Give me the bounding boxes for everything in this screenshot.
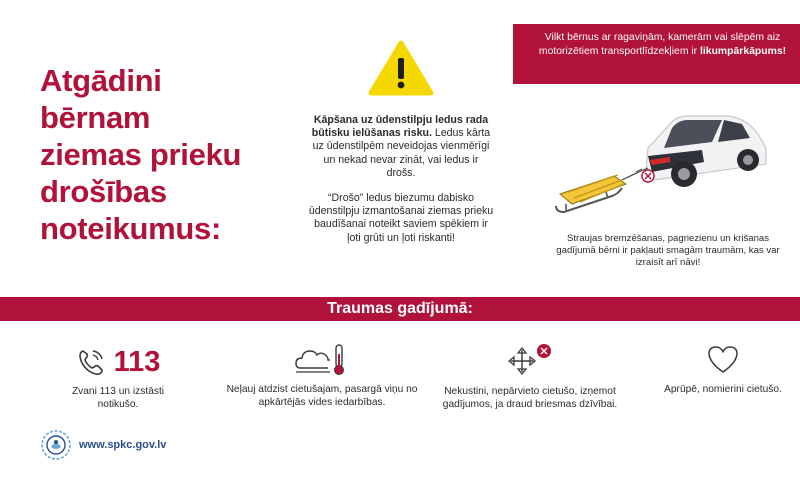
headline-line: Atgādini bbox=[40, 63, 162, 98]
step-text: Neļauj atdzist cietušajam, pasargā viņu no apkārtējās vides iedarbības. bbox=[226, 384, 418, 408]
spkc-logo bbox=[40, 429, 72, 461]
sled-warning-bold: likumpārkāpums! bbox=[700, 45, 787, 57]
headline-line: noteikumus: bbox=[40, 211, 221, 246]
step-keep-warm bbox=[222, 342, 422, 409]
step-text: Nekustini, nepārvieto cietušo, izņemot gadījumos, ja draud briesmas dzīvībai. bbox=[442, 386, 618, 410]
website-link[interactable]: www.spkc.gov.lv bbox=[79, 439, 167, 451]
car-towing-sled-illustration bbox=[552, 102, 770, 228]
heart-icon bbox=[706, 342, 740, 376]
headline-line: bērnam bbox=[40, 100, 151, 135]
phone-icon bbox=[76, 347, 106, 377]
ice-warning-bold: Kāpšana uz ūdenstilpju ledus rada būtisku ielūšanas risku. bbox=[311, 114, 489, 140]
step-do-not-move bbox=[420, 342, 640, 411]
headline-line: drošības bbox=[40, 174, 167, 209]
ice-warning-paragraph: “Drošo” ledus biezumu dabisko ūdenstilpju izmantošanai ziemas prieku baudīšanai noteikt saviem spēkiem ir ļoti grūti un ļoti riskanti! bbox=[308, 192, 494, 244]
headline-line: ziemas prieku bbox=[40, 137, 242, 172]
cloud-thermometer-icon bbox=[294, 342, 350, 376]
sled-warning-text: Vilkt bērnus ar ragaviņām, kamerām vai slēpēm aiz motorizētiem transportlīdzekļiem ir bbox=[538, 32, 781, 57]
ice-warning-body: Ledus kārta uz ūdenstilpēm neveidojas vienmērīgi un nekad nevar zināt, vai ledus ir drošs. bbox=[312, 127, 491, 179]
trauma-banner: Traumas gadījumā: bbox=[0, 297, 800, 321]
step-text: Zvani 113 un izstāsti notikušo. bbox=[71, 386, 165, 410]
car-caption: Straujas bremzēšanas, pagriezienu un krišanas gadījumā bērni ir pakļauti smagām traumām, kas var izraisīt arī nāvi! bbox=[556, 233, 780, 268]
move-arrows-crossed-icon bbox=[504, 342, 556, 378]
emergency-number: 113 bbox=[113, 346, 161, 378]
sled-warning-box bbox=[513, 24, 800, 84]
warning-triangle-icon bbox=[368, 40, 434, 96]
step-text: Aprūpē, nomierini cietušo. bbox=[664, 384, 782, 395]
ice-warning-text bbox=[308, 114, 494, 257]
phone-row bbox=[58, 344, 178, 380]
step-care bbox=[656, 342, 790, 397]
headline bbox=[40, 62, 280, 247]
step-call bbox=[58, 344, 178, 411]
